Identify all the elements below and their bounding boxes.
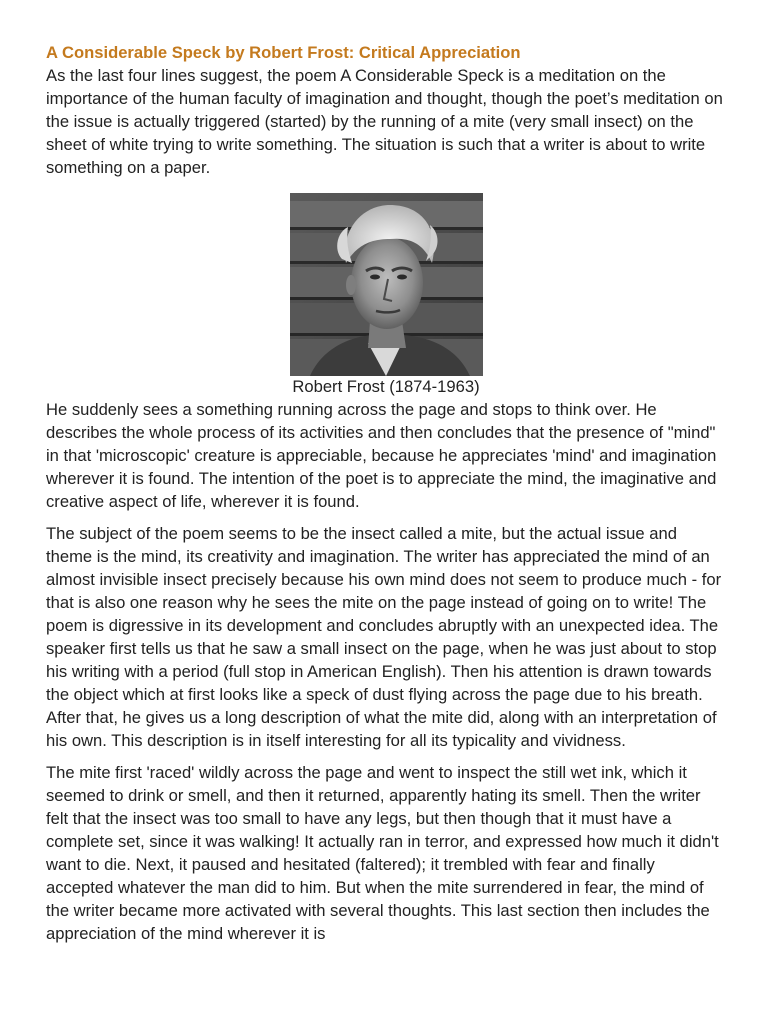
article-title: A Considerable Speck by Robert Frost: Critical Appreciation <box>46 43 521 62</box>
paragraph-4: The mite first 'raced' wildly across the page and went to inspect the still wet ink, which it seemed to drink or smell, and then it returned, apparently hating its smell. Then the writer felt that the insect was too small to have any legs, but then though that it must have a complete set, since it was walking! It actually ran in terror, and expressed how much it didn't want to die. Next, it paused and hesitated (faltered); it trembled with fear and finally accepted whatever the man did to him. But when the mite surrendered in fear, the mind of the writer became more activated with several thoughts. This last section then includes the appreciation of the mind wherever it is <box>46 763 719 943</box>
paragraph-3: The subject of the poem seems to be the insect called a mite, but the actual issue and theme is the mind, its creativity and imagination. The writer has appreciated the mind of an almost invisible insect precisely because his own mind does not seem to produce much - for that is also one reason why he sees the mite on the page instead of going on to write! The poem is digressive in its development and concludes abruptly with an unexpected idea. The speaker first tells us that he saw a small insect on the page, when he was just about to stop his writing with a period (full stop in American English). Then his attention is drawn towards the object which at first looks like a speck of dust flying across the page due to his breath. After that, he gives us a long description of what the mite did, along with an interpretation of his own. This description is in itself interesting for all its typicality and vividness. <box>46 524 722 750</box>
portrait-caption: Robert Frost (1874-1963) <box>292 377 480 396</box>
portrait-figure <box>46 193 726 398</box>
paragraph-1: As the last four lines suggest, the poem A Considerable Speck is a meditation on the importance of the human faculty of imagination and thought, though the poet’s meditation on the issue is actually triggered (started) by the running of a mite (very small insect) on the sheet of white trying to write something. The situation is such that a writer is about to write something on a paper. <box>46 66 723 177</box>
paragraph-2: He suddenly sees a something running across the page and stops to think over. He describes the whole process of its activities and then concludes that the presence of "mind" in that 'microscopic' creature is appreciable, because he appreciates 'mind' and imagination wherever it is found. The intention of the poet is to appreciate the mind, the imaginative and creative aspect of life, wherever it is found. <box>46 400 717 511</box>
robert-frost-portrait <box>290 193 483 376</box>
article <box>46 42 726 954</box>
